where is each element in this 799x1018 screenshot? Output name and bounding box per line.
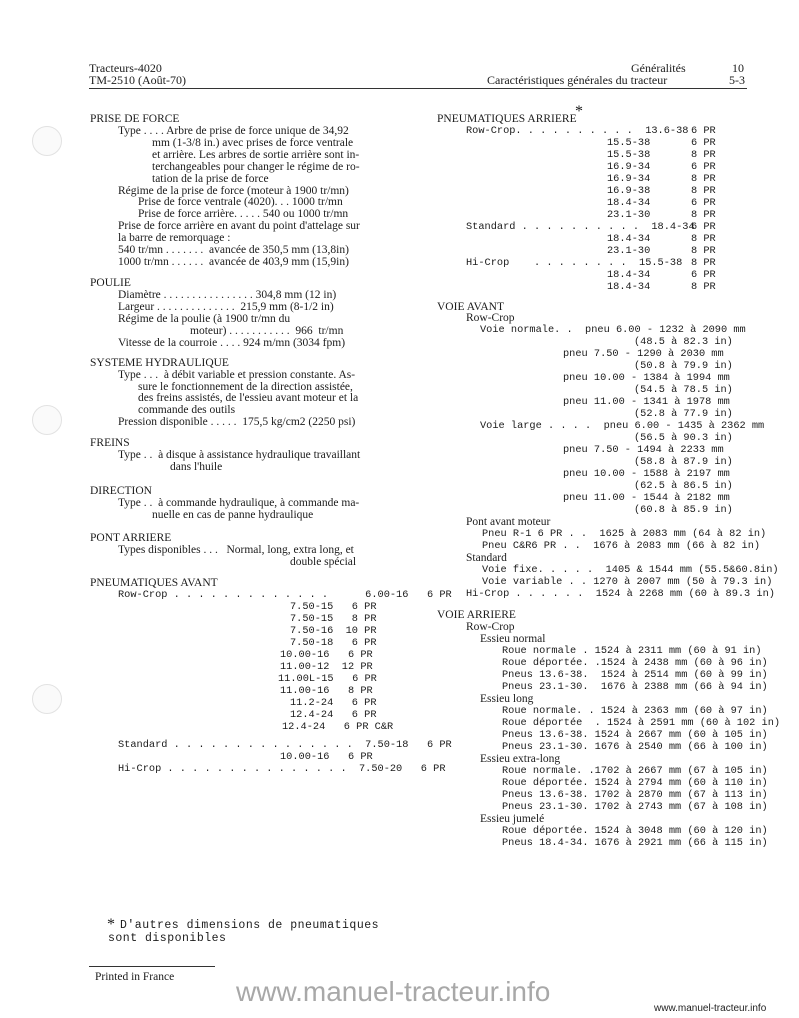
right-column-line: Voie variable . . 1270 à 2007 mm (50 à 79.3 in) (482, 576, 773, 588)
left-column-line: 7.50-16 10 PR (290, 625, 377, 637)
right-column-line: 8 PR (691, 173, 716, 185)
left-column-line: 10.00-16 6 PR (280, 751, 373, 763)
left-column-line: Régime de la poulie (à 1900 tr/mn du (118, 313, 291, 325)
left-column-line: 7.50-18 6 PR (290, 637, 377, 649)
watermark-large: www.manuel-tracteur.info (236, 976, 551, 1007)
binder-hole-middle (32, 405, 62, 435)
left-column-line: 7.50-15 8 PR (290, 613, 377, 625)
right-column-line: VOIE ARRIERE (437, 609, 516, 621)
left-column-line: Pression disponible . . . . . 175,5 kg/cm2 (2250 psi) (118, 416, 356, 428)
header-left-1: Tracteurs-4020 (89, 61, 162, 75)
binder-hole-top (32, 126, 62, 156)
left-column-line: 7.50-15 6 PR (290, 601, 377, 613)
right-column-line: 8 PR (691, 233, 716, 245)
left-column-line: PNEUMATIQUES AVANT (90, 577, 218, 589)
left-column-line: terchangeables pour changer le régime de ro- (152, 161, 360, 173)
footnote-line-1: D'autres dimensions de pneumatiques (120, 919, 380, 932)
right-column-line: Pneus 23.1-30. 1676 à 2388 mm (66 à 94 in) (502, 681, 768, 693)
left-column-line: Type . . à disque à assistance hydraulique travaillant (118, 449, 361, 461)
left-column-line: Prise de force ventrale (4020). . . 1000 tr/mn (138, 196, 343, 208)
header-right-subtitle: Caractéristiques générales du tracteur (487, 73, 668, 87)
right-column-line: 8 PR (691, 209, 716, 221)
header-section-number: 5-3 (729, 73, 745, 87)
header-left-2: TM-2510 (Août-70) (89, 73, 186, 87)
left-column-line: PRISE DE FORCE (90, 113, 180, 125)
right-column-line: Essieu long (480, 693, 534, 705)
right-column-line: Pont avant moteur (466, 516, 551, 528)
right-column-line: Pneu C&R6 PR . . 1676 à 2083 mm (66 à 82 in) (482, 540, 761, 552)
right-column-line: 18.4-34 (607, 281, 651, 293)
right-column-line: Essieu jumelé (480, 813, 545, 825)
left-column-line: et arrière. Les arbres de sortie arrière sont in- (152, 149, 360, 161)
right-column-line: Hi-Crop . . . . . . 1524 à 2268 mm (60 à 89.3 in) (466, 588, 775, 600)
right-column-line: Pneus 13.6-38. 1702 à 2870 mm (67 à 113 in) (502, 789, 768, 801)
left-column-line: tation de la prise de force (152, 173, 269, 185)
right-column-line: Voie fixe. . . . . 1405 & 1544 mm (55.5&60.8in) (482, 564, 779, 576)
right-column-line: Pneus 13.6-38. 1524 à 2667 mm (60 à 105 in) (502, 729, 768, 741)
header-right-title: Généralités (631, 61, 686, 75)
right-column-line: 8 PR (691, 149, 716, 161)
right-column-line: Pneus 23.1-30. 1702 à 2743 mm (67 à 108 in) (502, 801, 768, 813)
right-column-line: 23.1-30 (607, 209, 651, 221)
right-column-line: pneu 11.00 - 1341 à 1978 mm (563, 396, 730, 408)
right-column-line: pneu 10.00 - 1384 à 1994 mm (563, 372, 730, 384)
right-column-line: Roue déportée. 1524 à 3048 mm (60 à 120 in) (502, 825, 768, 837)
right-column-line: 23.1-30 (607, 245, 651, 257)
right-column-line: Voie large . . . . pneu 6.00 - 1435 à 2362 mm (480, 420, 765, 432)
left-column-line: sure le fonctionnement de la direction assistée, (138, 381, 353, 393)
right-column-line: Pneus 18.4-34. 1676 à 2921 mm (66 à 115 in) (502, 837, 768, 849)
left-column-line: POULIE (90, 277, 131, 289)
header-rule (89, 88, 747, 89)
right-column-line: Roue normale. .1702 à 2667 mm (67 à 105 in) (502, 765, 768, 777)
watermark-small: www.manuel-tracteur.info (654, 1003, 767, 1014)
right-column-line: pneu 7.50 - 1494 à 2233 mm (563, 444, 724, 456)
right-column-line: Essieu normal (480, 633, 546, 645)
right-column-line: pneu 11.00 - 1544 à 2182 mm (563, 492, 730, 504)
right-column-line: pneu 7.50 - 1290 à 2030 mm (563, 348, 724, 360)
binder-hole-bottom (32, 684, 62, 714)
right-column-line: Row-Crop (466, 621, 515, 633)
right-column-line: (60.8 à 85.9 in) (634, 504, 733, 516)
printed-in-france: Printed in France (95, 971, 175, 983)
right-column-line: 16.9-34 (607, 173, 651, 185)
right-column-line: 8 PR (691, 185, 716, 197)
left-column-line: 12.4-24 6 PR C&R (282, 721, 394, 733)
left-column-line: 12.4-24 6 PR (290, 709, 377, 721)
right-column-line: 8 PR (691, 245, 716, 257)
left-column-line: Row-Crop . . . . . . . . . . . . . 6.00-16 6 PR (118, 589, 452, 601)
right-column-line: 6 PR (691, 269, 716, 281)
right-column-line: Row-Crop (466, 312, 515, 324)
left-column-line: Diamètre . . . . . . . . . . . . . . . . 304,8 mm (12 in) (118, 289, 337, 301)
right-column-line: Standard (466, 552, 507, 564)
left-column-line: 540 tr/mn . . . . . . . avancée de 350,5 mm (13,8in) (118, 244, 349, 256)
right-column-line: Essieu extra-long (480, 753, 561, 765)
footer-rule (89, 966, 215, 967)
right-column-line: 6 PR (691, 161, 716, 173)
left-column-line: 11.2-24 6 PR (290, 697, 377, 709)
left-column-line: dans l'huile (170, 461, 223, 473)
right-column-line: Standard . . . . . . . . . . 18.4-34 (466, 221, 695, 233)
left-column-line: Type . . à commande hydraulique, à commande ma- (118, 497, 360, 509)
left-column-line: 10.00-16 6 PR (280, 649, 373, 661)
left-column-line: PONT ARRIERE (90, 532, 172, 544)
left-column-line: la barre de remorquage : (118, 232, 231, 244)
left-column-line: 11.00-16 8 PR (280, 685, 373, 697)
right-column-line: 18.4-34 (607, 197, 651, 209)
right-column-line: 15.5-38 (607, 137, 651, 149)
right-column-line: 15.5-38 (607, 149, 651, 161)
right-column-line: (58.8 à 87.9 in) (634, 456, 733, 468)
left-column-line: moteur) . . . . . . . . . . . 966 tr/mn (190, 325, 344, 337)
right-column-line: 6 PR (691, 125, 716, 137)
footnote-asterisk: * (107, 916, 115, 933)
left-column-line: Type . . . à débit variable et pression constante. As- (118, 369, 356, 381)
left-column-line: nuelle en cas de panne hydraulique (152, 509, 314, 521)
right-column-line: (54.5 à 78.5 in) (634, 384, 733, 396)
right-column-line: Roue normale. . 1524 à 2363 mm (60 à 97 in) (502, 705, 768, 717)
left-column-line: Standard . . . . . . . . . . . . . . . 7.50-18 6 PR (118, 739, 452, 751)
right-column-line: VOIE AVANT (437, 301, 504, 313)
footnote-line-2: sont disponibles (108, 932, 227, 945)
left-column-line: des freins assistés, de l'essieu avant moteur et la (138, 392, 359, 404)
left-column-line: FREINS (90, 437, 130, 449)
header-page-number: 10 (732, 61, 744, 75)
left-column-line: Prise de force arrière. . . . . 540 ou 1000 tr/mn (138, 208, 349, 220)
left-column-line: 11.00L-15 6 PR (278, 673, 377, 685)
right-column-line: 18.4-34 (607, 233, 651, 245)
right-column-line: Pneus 13.6-38. 1524 à 2514 mm (60 à 99 in) (502, 669, 768, 681)
right-column-line: 8 PR (691, 257, 716, 269)
right-column-line: Roue normale . 1524 à 2311 mm (60 à 91 in) (502, 645, 762, 657)
right-column-line: Roue déportée. .1524 à 2438 mm (60 à 96 in) (502, 657, 768, 669)
right-column-line: (52.8 à 77.9 in) (634, 408, 733, 420)
right-column-line: 6 PR (691, 221, 716, 233)
left-column-line: Type . . . . Arbre de prise de force unique de 34,92 (118, 125, 349, 137)
left-column-line: Largeur . . . . . . . . . . . . . . 215,9 mm (8-1/2 in) (118, 301, 334, 313)
right-column-line: (62.5 à 86.5 in) (634, 480, 733, 492)
right-column-line: 18.4-34 (607, 269, 651, 281)
right-column-line: 6 PR (691, 137, 716, 149)
left-column-line: Types disponibles . . . Normal, long, extra long, et (118, 544, 354, 556)
left-column-line: Régime de la prise de force (moteur à 1900 tr/mn) (118, 185, 349, 197)
right-column-line: Row-Crop. . . . . . . . . . 13.6-38 (466, 125, 689, 137)
right-column-line: 6 PR (691, 197, 716, 209)
right-column-line: Roue déportée. 1524 à 2794 mm (60 à 110 in) (502, 777, 768, 789)
right-column-line: Pneu R-1 6 PR . . 1625 à 2083 mm (64 à 82 in) (482, 528, 767, 540)
left-column-line: DIRECTION (90, 485, 152, 497)
left-column-line: 11.00-12 12 PR (280, 661, 373, 673)
left-column-line: 1000 tr/mn . . . . . . avancée de 403,9 mm (15,9in) (118, 256, 349, 268)
left-column-line: commande des outils (138, 404, 236, 416)
left-column-line: Vitesse de la courroie . . . . 924 m/mn (3034 fpm) (118, 337, 346, 349)
right-column-line: Voie normale. . pneu 6.00 - 1232 à 2090 mm (480, 324, 746, 336)
right-column-line: Hi-Crop . . . . . . . . 15.5-38 (466, 257, 683, 269)
right-column-line: PNEUMATIQUES ARRIERE (437, 113, 577, 125)
asterisk-mark: * (575, 103, 583, 120)
left-column-line: double spécial (290, 556, 357, 568)
right-column-line: 16.9-38 (607, 185, 651, 197)
left-column-line: Prise de force arrière en avant du point d'attelage sur (118, 220, 360, 232)
left-column-line: Hi-Crop . . . . . . . . . . . . . . . 7.50-20 6 PR (118, 763, 446, 775)
right-column-line: (56.5 à 90.3 in) (634, 432, 733, 444)
right-column-line: Pneus 23.1-30. 1676 à 2540 mm (66 à 100 in) (502, 741, 768, 753)
left-column-line: mm (1-3/8 in.) avec prises de force ventrale (152, 137, 354, 149)
right-column-line: 16.9-34 (607, 161, 651, 173)
right-column-line: (50.8 à 79.9 in) (634, 360, 733, 372)
left-column-line: SYSTEME HYDRAULIQUE (90, 357, 229, 369)
right-column-line: (48.5 à 82.3 in) (634, 336, 733, 348)
right-column-line: pneu 10.00 - 1588 à 2197 mm (563, 468, 730, 480)
right-column-line: Roue déportée . 1524 à 2591 mm (60 à 102 in) (502, 717, 781, 729)
right-column-line: 8 PR (691, 281, 716, 293)
